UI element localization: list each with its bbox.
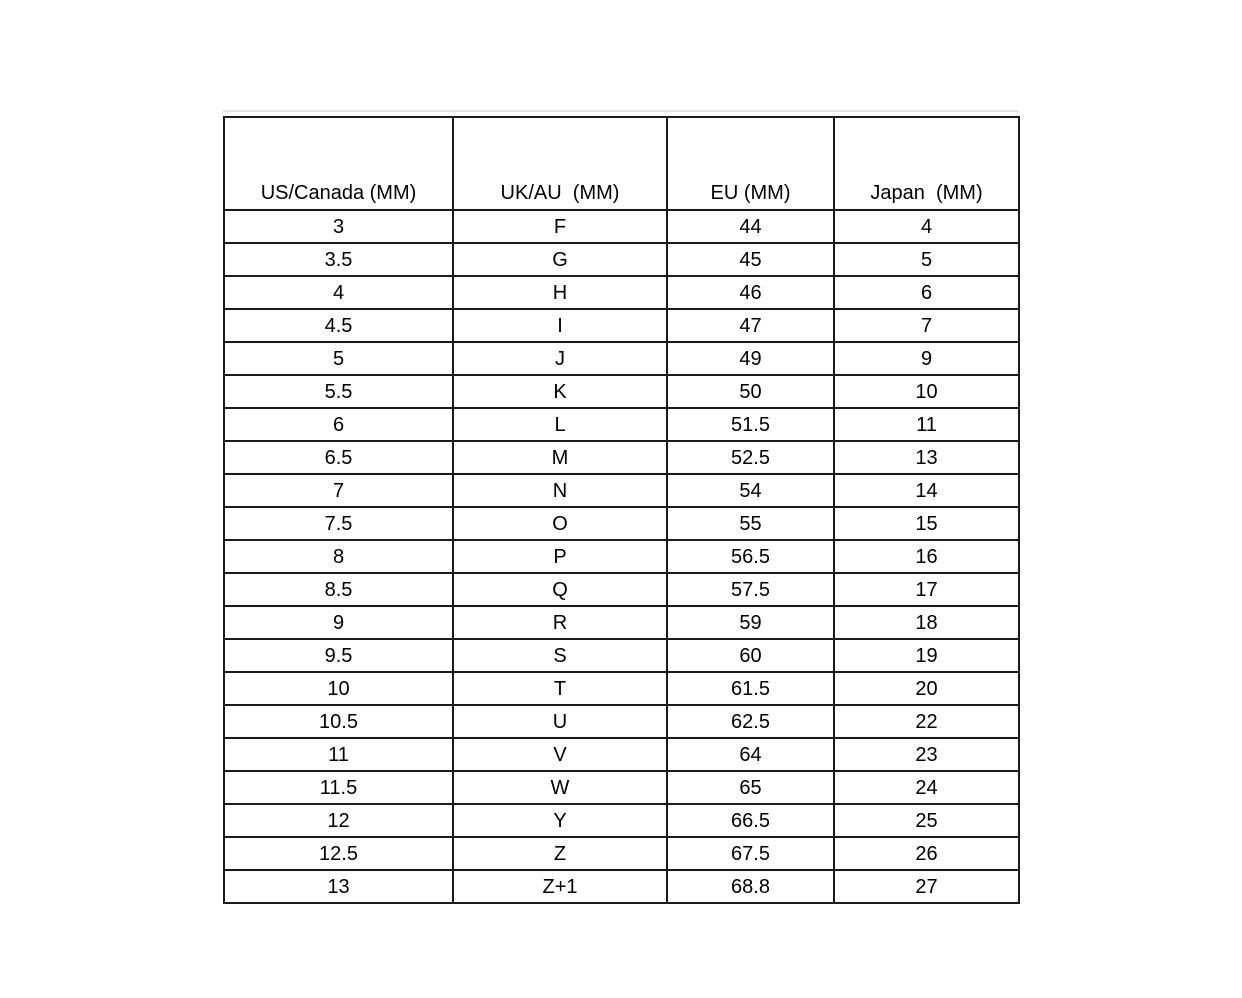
cell-us-canada: 10.5 <box>224 705 453 738</box>
cell-us-canada: 4 <box>224 276 453 309</box>
cell-eu: 51.5 <box>667 408 834 441</box>
table-row <box>224 771 1019 804</box>
cell-eu: 47 <box>667 309 834 342</box>
cell-us-canada: 6 <box>224 408 453 441</box>
cell-japan: 24 <box>834 771 1019 804</box>
cell-eu: 65 <box>667 771 834 804</box>
cell-us-canada: 7.5 <box>224 507 453 540</box>
cell-uk-au: T <box>453 672 667 705</box>
table-row <box>224 804 1019 837</box>
cell-us-canada: 9 <box>224 606 453 639</box>
cell-uk-au: Y <box>453 804 667 837</box>
cell-uk-au: I <box>453 309 667 342</box>
header-japan: Japan (MM) <box>834 117 1019 210</box>
cell-japan: 26 <box>834 837 1019 870</box>
cell-eu: 49 <box>667 342 834 375</box>
cell-eu: 64 <box>667 738 834 771</box>
cell-eu: 60 <box>667 639 834 672</box>
cell-eu: 57.5 <box>667 573 834 606</box>
cell-eu: 45 <box>667 243 834 276</box>
table-row <box>224 639 1019 672</box>
cell-japan: 7 <box>834 309 1019 342</box>
cell-uk-au: L <box>453 408 667 441</box>
cell-uk-au: H <box>453 276 667 309</box>
cell-uk-au: G <box>453 243 667 276</box>
cell-uk-au: P <box>453 540 667 573</box>
cell-uk-au: Z <box>453 837 667 870</box>
cell-us-canada: 3.5 <box>224 243 453 276</box>
cell-us-canada: 8 <box>224 540 453 573</box>
table-row <box>224 309 1019 342</box>
table-row <box>224 210 1019 243</box>
cell-japan: 11 <box>834 408 1019 441</box>
cell-us-canada: 10 <box>224 672 453 705</box>
table-row <box>224 507 1019 540</box>
cell-japan: 9 <box>834 342 1019 375</box>
header-eu: EU (MM) <box>667 117 834 210</box>
table-row <box>224 738 1019 771</box>
table-row <box>224 705 1019 738</box>
cell-japan: 27 <box>834 870 1019 903</box>
cell-us-canada: 12.5 <box>224 837 453 870</box>
cell-us-canada: 9.5 <box>224 639 453 672</box>
cell-us-canada: 5 <box>224 342 453 375</box>
header-uk-au: UK/AU (MM) <box>453 117 667 210</box>
cell-japan: 22 <box>834 705 1019 738</box>
cell-eu: 67.5 <box>667 837 834 870</box>
cell-japan: 16 <box>834 540 1019 573</box>
cell-us-canada: 4.5 <box>224 309 453 342</box>
cell-us-canada: 13 <box>224 870 453 903</box>
cell-eu: 55 <box>667 507 834 540</box>
cell-uk-au: K <box>453 375 667 408</box>
table-row <box>224 342 1019 375</box>
table-row <box>224 540 1019 573</box>
cell-eu: 68.8 <box>667 870 834 903</box>
cell-eu: 50 <box>667 375 834 408</box>
cell-eu: 52.5 <box>667 441 834 474</box>
cell-eu: 66.5 <box>667 804 834 837</box>
cell-japan: 15 <box>834 507 1019 540</box>
cell-japan: 5 <box>834 243 1019 276</box>
header-us-canada: US/Canada (MM) <box>224 117 453 210</box>
cell-japan: 14 <box>834 474 1019 507</box>
cell-us-canada: 12 <box>224 804 453 837</box>
cell-japan: 4 <box>834 210 1019 243</box>
cell-us-canada: 11 <box>224 738 453 771</box>
top-divider <box>223 110 1018 112</box>
cell-eu: 61.5 <box>667 672 834 705</box>
table-body <box>224 210 1019 903</box>
cell-us-canada: 5.5 <box>224 375 453 408</box>
cell-eu: 44 <box>667 210 834 243</box>
cell-eu: 56.5 <box>667 540 834 573</box>
cell-uk-au: N <box>453 474 667 507</box>
cell-japan: 6 <box>834 276 1019 309</box>
cell-us-canada: 6.5 <box>224 441 453 474</box>
cell-uk-au: W <box>453 771 667 804</box>
cell-japan: 13 <box>834 441 1019 474</box>
cell-eu: 59 <box>667 606 834 639</box>
cell-uk-au: R <box>453 606 667 639</box>
cell-us-canada: 8.5 <box>224 573 453 606</box>
cell-uk-au: Z+1 <box>453 870 667 903</box>
cell-japan: 18 <box>834 606 1019 639</box>
table-row <box>224 375 1019 408</box>
cell-japan: 19 <box>834 639 1019 672</box>
table-row <box>224 573 1019 606</box>
cell-uk-au: Q <box>453 573 667 606</box>
cell-uk-au: S <box>453 639 667 672</box>
cell-us-canada: 7 <box>224 474 453 507</box>
table-header <box>224 117 1019 210</box>
cell-japan: 25 <box>834 804 1019 837</box>
cell-uk-au: J <box>453 342 667 375</box>
cell-japan: 17 <box>834 573 1019 606</box>
cell-us-canada: 3 <box>224 210 453 243</box>
cell-japan: 20 <box>834 672 1019 705</box>
table-row <box>224 606 1019 639</box>
table-row <box>224 408 1019 441</box>
cell-uk-au: O <box>453 507 667 540</box>
table-row <box>224 672 1019 705</box>
cell-eu: 62.5 <box>667 705 834 738</box>
table-row <box>224 243 1019 276</box>
header-row <box>224 117 1019 210</box>
cell-uk-au: M <box>453 441 667 474</box>
table-row <box>224 474 1019 507</box>
table-row <box>224 870 1019 903</box>
cell-eu: 46 <box>667 276 834 309</box>
cell-japan: 23 <box>834 738 1019 771</box>
cell-japan: 10 <box>834 375 1019 408</box>
table-row <box>224 441 1019 474</box>
cell-uk-au: V <box>453 738 667 771</box>
table-row <box>224 276 1019 309</box>
ring-size-table <box>223 116 1020 904</box>
table-row <box>224 837 1019 870</box>
cell-uk-au: F <box>453 210 667 243</box>
cell-us-canada: 11.5 <box>224 771 453 804</box>
cell-uk-au: U <box>453 705 667 738</box>
cell-eu: 54 <box>667 474 834 507</box>
